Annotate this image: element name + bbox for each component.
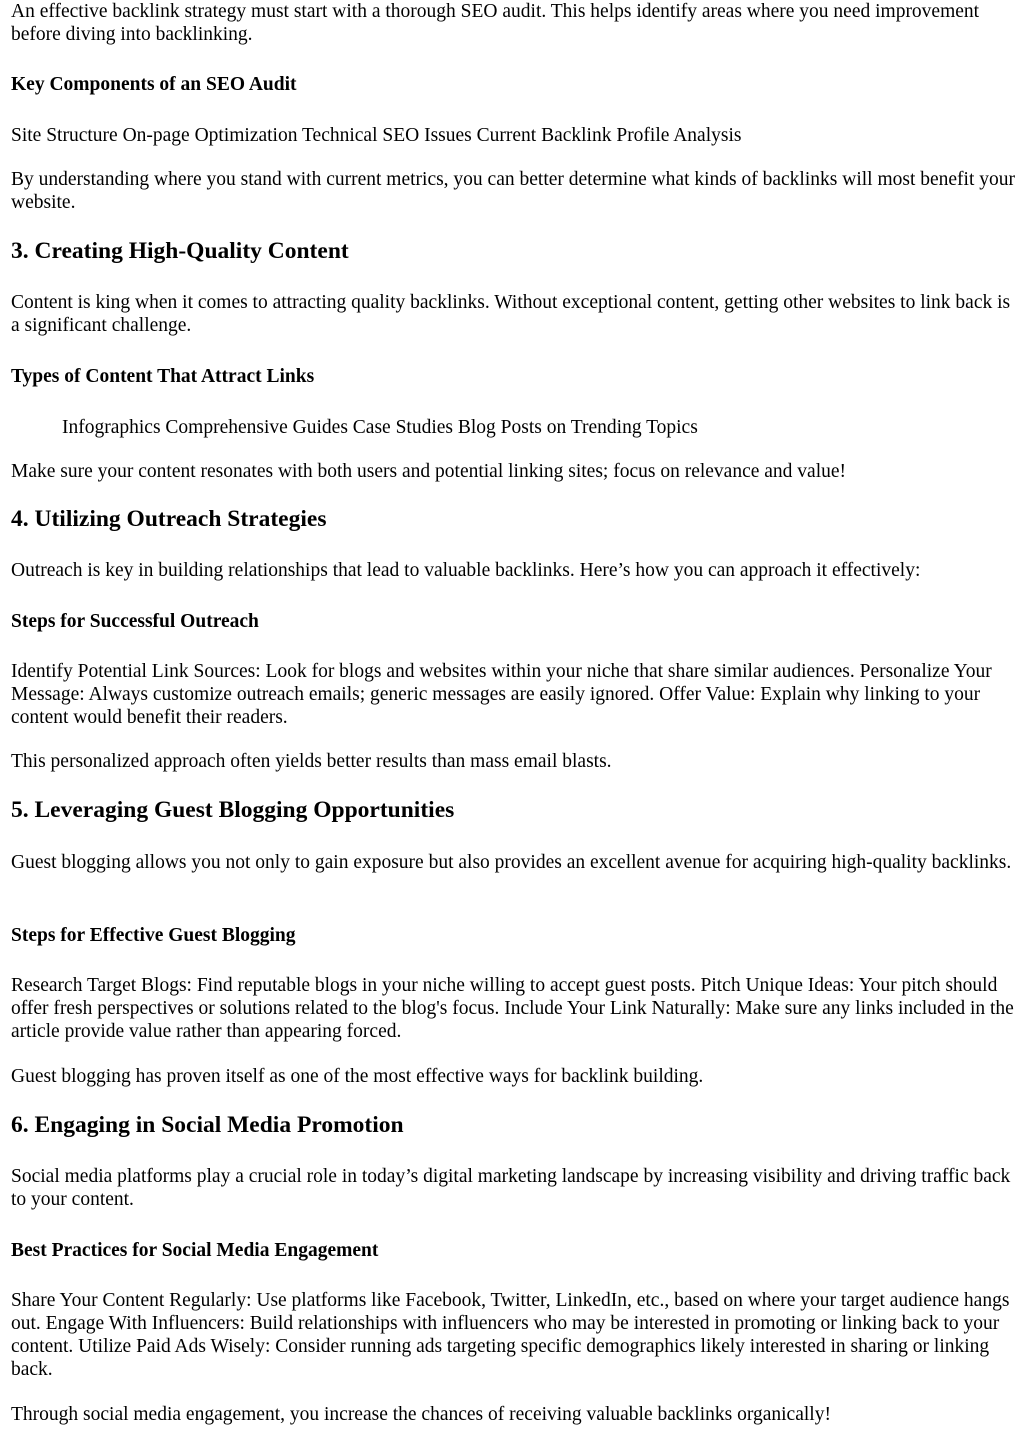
section-4-steps: Identify Potential Link Sources: Look for blogs and websites within your niche that share similar audiences. Personalize Your Message: Always customize outreach emails; generic messages are easily ignored. Offer Value: Explain why linking to your content would benefit their readers.	[11, 661, 992, 728]
section-4-subheading: Steps for Successful Outreach	[11, 611, 259, 632]
intro-paragraph: An effective backlink strategy must start with a thorough SEO audit. This helps identify areas where you need improvement before diving into backlinking.	[11, 1, 980, 45]
section-6-paragraph: Social media platforms play a crucial role in today’s digital marketing landscape by increasing visibility and driving traffic back to your content.	[11, 1166, 1011, 1210]
section-4-conclusion: This personalized approach often yields better results than mass email blasts.	[11, 751, 612, 772]
section-3-items: Infographics Comprehensive Guides Case Studies Blog Posts on Trending Topics	[62, 417, 698, 438]
section-6-title: 6. Engaging in Social Media Promotion	[11, 1112, 404, 1138]
section-4-title: 4. Utilizing Outreach Strategies	[11, 506, 327, 532]
section-3-paragraph: Content is king when it comes to attracting quality backlinks. Without exceptional content, getting other websites to link back is a significant challenge.	[11, 292, 1011, 336]
section-5-subheading: Steps for Effective Guest Blogging	[11, 925, 296, 946]
section-4-paragraph: Outreach is key in building relationships that lead to valuable backlinks. Here’s how you can approach it effectively:	[11, 560, 921, 581]
section-5-steps: Research Target Blogs: Find reputable blogs in your niche willing to accept guest posts. Pitch Unique Ideas: Your pitch should offer fresh perspectives or solutions related to the blog's focus. Include Your Link Naturally: Make sure any links included in the article provide value rather than appearing forced.	[11, 975, 1014, 1042]
section-6-practices: Share Your Content Regularly: Use platforms like Facebook, Twitter, LinkedIn, etc., based on where your target audience hangs out. Engage With Influencers: Build relationships with influencers who may be interested in promoting or linking back to your content. Utilize Paid Ads Wisely: Consider running ads targeting specific demographics likely interested in sharing or linking back.	[11, 1290, 1010, 1380]
section-5-title: 5. Leveraging Guest Blogging Opportunities	[11, 797, 455, 823]
section-3-subheading: Types of Content That Attract Links	[11, 366, 315, 387]
audit-conclusion: By understanding where you stand with current metrics, you can better determine what kinds of backlinks will most benefit your website.	[11, 169, 1016, 213]
audit-subheading: Key Components of an SEO Audit	[11, 74, 297, 95]
section-5-paragraph: Guest blogging allows you not only to gain exposure but also provides an excellent avenue for acquiring high-quality backlinks.	[11, 852, 1012, 873]
section-6-subheading: Best Practices for Social Media Engagement	[11, 1240, 379, 1261]
section-5-conclusion: Guest blogging has proven itself as one of the most effective ways for backlink building.	[11, 1066, 704, 1087]
section-6-conclusion: Through social media engagement, you increase the chances of receiving valuable backlinks organically!	[11, 1404, 831, 1425]
audit-items: Site Structure On-page Optimization Technical SEO Issues Current Backlink Profile Analysis	[11, 125, 742, 146]
section-3-conclusion: Make sure your content resonates with both users and potential linking sites; focus on relevance and value!	[11, 461, 847, 482]
section-3-title: 3. Creating High-Quality Content	[11, 238, 349, 264]
